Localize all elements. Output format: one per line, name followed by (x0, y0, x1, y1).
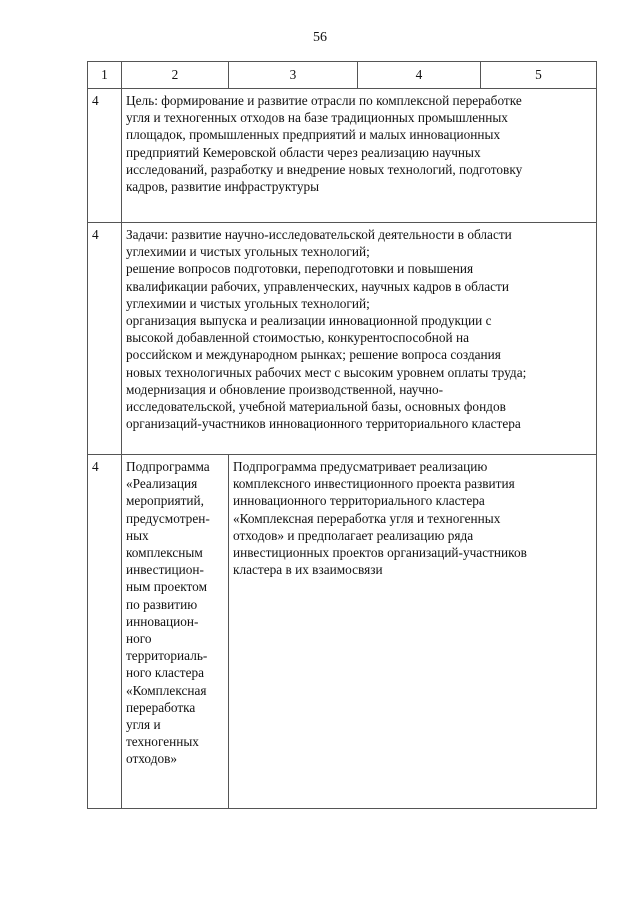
tasks-text: Задачи: развитие научно-исследовательской деятельности в области углехимии и чистых угольных технологий; решение вопросов подготовки, переподготовки и повышения квалификации рабочих, управленческих, научных кадров в области углехимии и чистых угольных технологий; организация выпуска и реализации инновационной продукции с высокой добавленной стоимостью, конкурентоспособной на российском и международном рынках; решение вопроса создания новых технологичных рабочих мест с высоким уровнем оплаты труда; модернизация и обновление производственной, научно- исследовательской, учебной материальной базы, основных фондов организаций-участников инновационного территориального кластера (122, 223, 597, 455)
table-header-row (88, 62, 597, 89)
column-header-1: 1 (88, 62, 122, 89)
column-header-5: 5 (481, 62, 597, 89)
program-table (87, 61, 597, 809)
subprogram-name: Подпрограмма «Реализация мероприятий, предусмотрен- ных комплексным инвестицион- ным проектом по развитию инновацион- ного территориаль- ного кластера «Комплексная переработка угля и техногенных отходов» (122, 455, 229, 809)
row-number: 4 (88, 89, 122, 223)
row-number: 4 (88, 223, 122, 455)
table-row-tasks (88, 223, 597, 455)
column-header-4: 4 (358, 62, 481, 89)
column-header-3: 3 (229, 62, 358, 89)
subprogram-description: Подпрограмма предусматривает реализацию комплексного инвестиционного проекта развития инновационного территориального кластера «Комплексная переработка угля и техногенных отходов» и предполагает реализацию ряда инвестиционных проектов организаций-участников кластера в их взаимосвязи (229, 455, 597, 809)
table-row-goal (88, 89, 597, 223)
column-header-2: 2 (122, 62, 229, 89)
row-number: 4 (88, 455, 122, 809)
goal-text: Цель: формирование и развитие отрасли по комплексной переработке угля и техногенных отходов на базе традиционных промышленных площадок, промышленных предприятий и малых инновационных предприятий Кемеровской области через реализацию научных исследований, разработку и внедрение новых технологий, подготовку кадров, развитие инфраструктуры (122, 89, 597, 223)
table-row-subprogram (88, 455, 597, 809)
page-number: 56 (313, 30, 327, 45)
